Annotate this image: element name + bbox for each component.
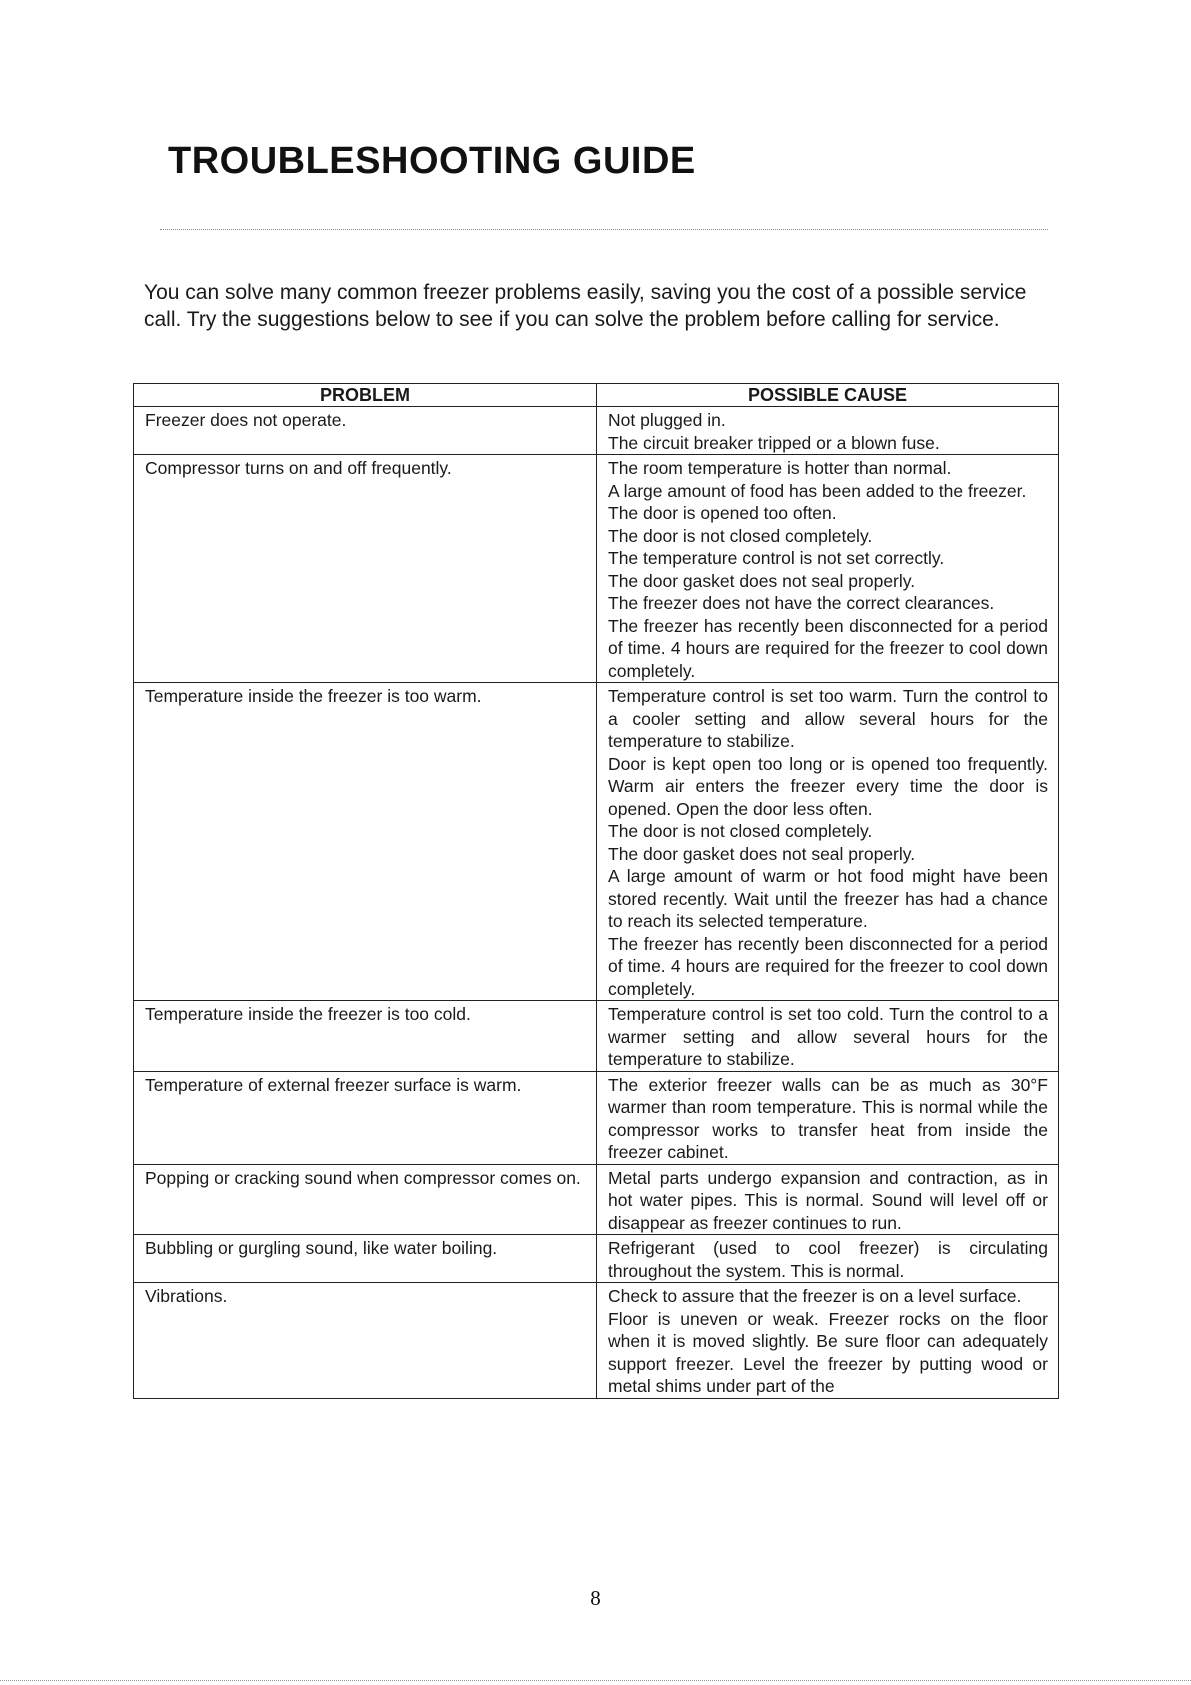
problem-cell: Temperature inside the freezer is too cold. [134, 1001, 597, 1072]
possible-cause-item: The freezer has recently been disconnected for a period of time. 4 hours are required for the freezer to cool down completely. [608, 933, 1048, 999]
possible-cause-item: A large amount of warm or hot food might have been stored recently. Wait until the freezer has had a chance to reach its selected temperature. [608, 866, 1048, 931]
table-row [134, 455, 1059, 683]
possible-cause-item: The door gasket does not seal properly. [608, 843, 916, 864]
problem-cell: Popping or cracking sound when compressor comes on. [134, 1164, 597, 1235]
problem-cell: Freezer does not operate. [134, 407, 597, 455]
possible-cause-item: The door is not closed completely. [608, 525, 873, 546]
possible-cause-item: The door is not closed completely. [608, 821, 873, 841]
table-body [134, 407, 1059, 1399]
troubleshooting-table [133, 383, 1059, 1399]
cause-column-header: POSSIBLE CAUSE [597, 384, 1059, 407]
page-bottom-rule [0, 1680, 1191, 1681]
possible-cause-item: The circuit breaker tripped or a blown fuse. [608, 432, 940, 453]
table-row [134, 407, 1059, 455]
possible-cause-item: The exterior freezer walls can be as much as 30°F warmer than room temperature. This is normal while the compressor works to transfer heat from inside the freezer cabinet. [608, 1074, 1048, 1162]
page-title: TROUBLESHOOTING GUIDE [168, 140, 696, 182]
table-row [134, 683, 1059, 1001]
table-row [134, 1283, 1059, 1399]
possible-cause-item: The door is opened too often. [608, 503, 837, 523]
possible-cause-item: Metal parts undergo expansion and contraction, as in hot water pipes. This is normal. Sound will level off or disappear as freezer continues to run. [608, 1167, 1048, 1233]
possible-cause-cell [597, 1235, 1059, 1283]
table-row [134, 1235, 1059, 1283]
possible-cause-item: The temperature control is not set correctly. [608, 548, 945, 568]
possible-cause-item: Floor is uneven or weak. Freezer rocks on the floor when it is moved slightly. Be sure floor can adequately support freezer. Level the freezer by putting wood or metal shims under part of the [608, 1308, 1048, 1396]
table-row [134, 1164, 1059, 1235]
possible-cause-item: Temperature control is set too cold. Turn the control to a warmer setting and allow several hours for the temperature to stabilize. [608, 1004, 1048, 1069]
intro-paragraph: You can solve many common freezer problems easily, saving you the cost of a possible service call. Try the suggestions below to see if you can solve the problem before calling for service. [144, 281, 1027, 331]
possible-cause-item: Temperature control is set too warm. Turn the control to a cooler setting and allow several hours for the temperature to stabilize. [608, 686, 1048, 751]
problem-cell: Temperature inside the freezer is too warm. [134, 683, 597, 1001]
possible-cause-cell [597, 1164, 1059, 1235]
possible-cause-item: The door gasket does not seal properly. [608, 570, 916, 591]
possible-cause-item: The freezer does not have the correct clearances. [608, 593, 995, 613]
problem-column-header: PROBLEM [134, 384, 597, 407]
table-header-row [134, 384, 1059, 407]
possible-cause-cell [597, 683, 1059, 1001]
possible-cause-cell [597, 1071, 1059, 1164]
table-row [134, 1001, 1059, 1072]
possible-cause-cell [597, 1001, 1059, 1072]
possible-cause-cell [597, 1283, 1059, 1399]
possible-cause-cell [597, 407, 1059, 455]
possible-cause-cell [597, 455, 1059, 683]
title-divider [160, 229, 1048, 230]
possible-cause-item: Refrigerant (used to cool freezer) is circulating throughout the system. This is normal. [608, 1238, 1048, 1281]
possible-cause-item: The freezer has recently been disconnected for a period of time. 4 hours are required for the freezer to cool down completely. [608, 615, 1048, 681]
problem-cell: Compressor turns on and off frequently. [134, 455, 597, 683]
problem-cell: Temperature of external freezer surface is warm. [134, 1071, 597, 1164]
page-number: 8 [590, 1586, 601, 1610]
possible-cause-item: A large amount of food has been added to the freezer. [608, 480, 1027, 501]
problem-cell: Vibrations. [134, 1283, 597, 1399]
possible-cause-item: Check to assure that the freezer is on a level surface. [608, 1286, 1022, 1306]
table-row [134, 1071, 1059, 1164]
problem-cell: Bubbling or gurgling sound, like water boiling. [134, 1235, 597, 1283]
possible-cause-item: The room temperature is hotter than normal. [608, 458, 952, 478]
possible-cause-item: Not plugged in. [608, 410, 726, 430]
possible-cause-item: Door is kept open too long or is opened too frequently. Warm air enters the freezer every time the door is opened. Open the door less often. [608, 753, 1048, 819]
